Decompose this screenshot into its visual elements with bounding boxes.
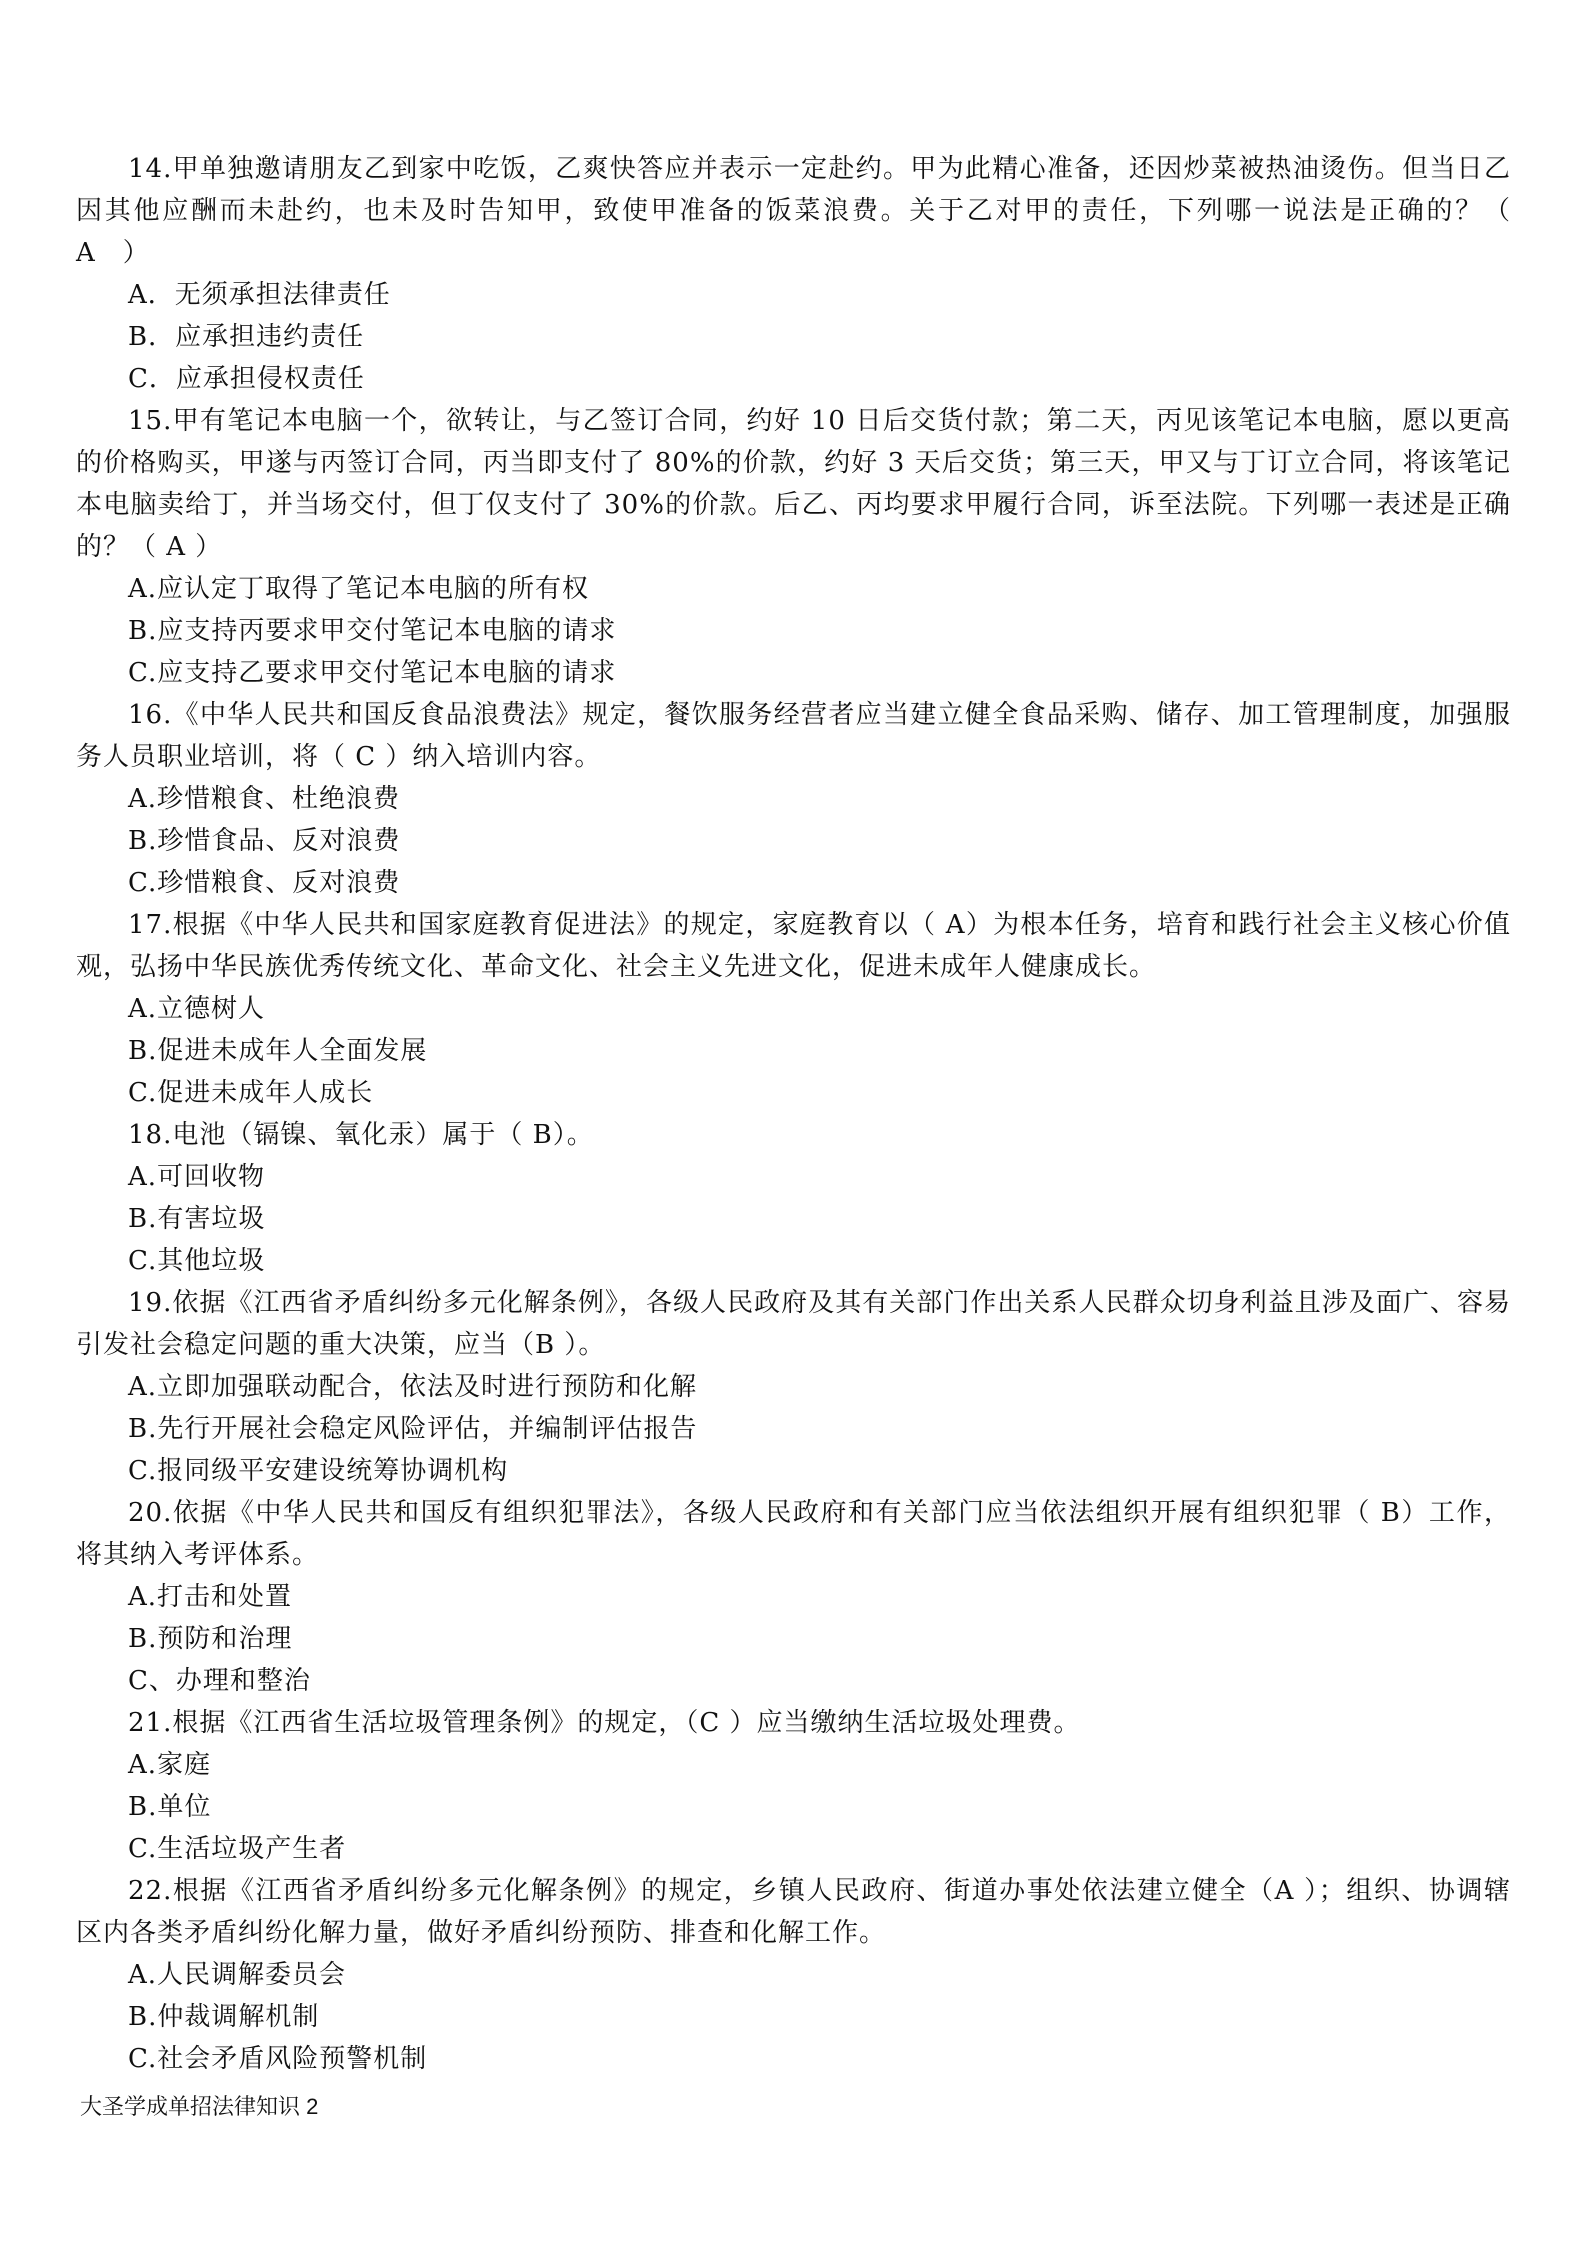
option-b: B．应承担违约责任	[128, 322, 365, 352]
option-a: A.应认定丁取得了笔记本电脑的所有权	[128, 574, 590, 604]
question-stem: 21.根据《江西省生活垃圾管理条例》的规定，（C ）应当缴纳生活垃圾处理费。	[128, 1708, 1081, 1738]
option-c: C．应承担侵权责任	[128, 364, 365, 394]
question-14	[76, 148, 1539, 400]
option-a: A.人民调解委员会	[128, 1960, 347, 1990]
question-stem: 22.根据《江西省矛盾纠纷多元化解条例》的规定，乡镇人民政府、街道办事处依法建立健全（A ）；组织、协调辖区内各类矛盾纠纷化解力量，做好矛盾纠纷预防、排查和化解工作。	[76, 1876, 1511, 1948]
page-footer: 大圣学成单招法律知识 2	[80, 2094, 319, 2119]
question-15	[76, 400, 1511, 694]
option-b: B.先行开展社会稳定风险评估，并编制评估报告	[128, 1414, 698, 1444]
option-b: B.仲裁调解机制	[128, 2002, 320, 2032]
option-b: B.有害垃圾	[128, 1204, 266, 1234]
question-stem: 20.依据《中华人民共和国反有组织犯罪法》，各级人民政府和有关部门应当依法组织开展有组织犯罪（ B）工作，将其纳入考评体系。	[76, 1498, 1511, 1570]
question-22	[76, 1870, 1511, 2080]
question-stem: 14.甲单独邀请朋友乙到家中吃饭，乙爽快答应并表示一定赴约。甲为此精心准备，还因炒菜被热油烫伤。但当日乙因其他应酬而未赴约，也未及时告知甲，致使甲准备的饭菜浪费。关于乙对甲的责任，下列哪一说法是正确的？（ A ）	[76, 154, 1539, 268]
option-c: C.促进未成年人成长	[128, 1078, 374, 1108]
option-b: B.珍惜食品、反对浪费	[128, 826, 401, 856]
question-stem: 15.甲有笔记本电脑一个，欲转让，与乙签订合同，约好 10 日后交货付款；第二天，丙见该笔记本电脑，愿以更高的价格购买，甲遂与丙签订合同，丙当即支付了 80%的价款，约好 3 天后交货；第三天，甲又与丁订立合同，将该笔记本电脑卖给丁，并当场交付，但丁仅支付了 30%的价款。后乙、丙均要求甲履行合同，诉至法院。下列哪一表述是正确的？（ A ）	[76, 406, 1511, 562]
option-c: C、办理和整治	[128, 1666, 311, 1696]
option-a: A.家庭	[128, 1750, 212, 1780]
option-a: A．无须承担法律责任	[128, 280, 391, 310]
question-stem: 18.电池（镉镍、氧化汞）属于（ B）。	[128, 1120, 594, 1150]
option-c: C.应支持乙要求甲交付笔记本电脑的请求	[128, 658, 617, 688]
question-21	[76, 1702, 1511, 1870]
document-body	[76, 148, 1539, 2080]
question-18	[76, 1114, 1511, 1282]
option-a: A.珍惜粮食、杜绝浪费	[128, 784, 401, 814]
option-b: B.应支持丙要求甲交付笔记本电脑的请求	[128, 616, 617, 646]
option-c: C.珍惜粮食、反对浪费	[128, 868, 401, 898]
option-a: A.可回收物	[128, 1162, 266, 1192]
question-stem: 16.《中华人民共和国反食品浪费法》规定，餐饮服务经营者应当建立健全食品采购、储存、加工管理制度，加强服务人员职业培训，将（ C ）纳入培训内容。	[76, 700, 1511, 772]
question-stem: 19.依据《江西省矛盾纠纷多元化解条例》，各级人民政府及其有关部门作出关系人民群众切身利益且涉及面广、容易引发社会稳定问题的重大决策，应当（B ）。	[76, 1288, 1511, 1360]
option-b: B.预防和治理	[128, 1624, 293, 1654]
question-20	[76, 1492, 1511, 1702]
option-a: A.立即加强联动配合，依法及时进行预防和化解	[128, 1372, 698, 1402]
option-b: B.促进未成年人全面发展	[128, 1036, 428, 1066]
option-b: B.单位	[128, 1792, 212, 1822]
option-a: A.打击和处置	[128, 1582, 293, 1612]
option-c: C.其他垃圾	[128, 1246, 266, 1276]
option-c: C.社会矛盾风险预警机制	[128, 2044, 428, 2074]
question-stem: 17.根据《中华人民共和国家庭教育促进法》的规定，家庭教育以（ A）为根本任务，培育和践行社会主义核心价值观，弘扬中华民族优秀传统文化、革命文化、社会主义先进文化，促进未成年人健康成长。	[76, 910, 1511, 982]
option-a: A.立德树人	[128, 994, 266, 1024]
option-c: C.生活垃圾产生者	[128, 1834, 347, 1864]
option-c: C.报同级平安建设统筹协调机构	[128, 1456, 509, 1486]
question-17	[76, 904, 1511, 1114]
question-16	[76, 694, 1511, 904]
question-19	[76, 1282, 1511, 1492]
